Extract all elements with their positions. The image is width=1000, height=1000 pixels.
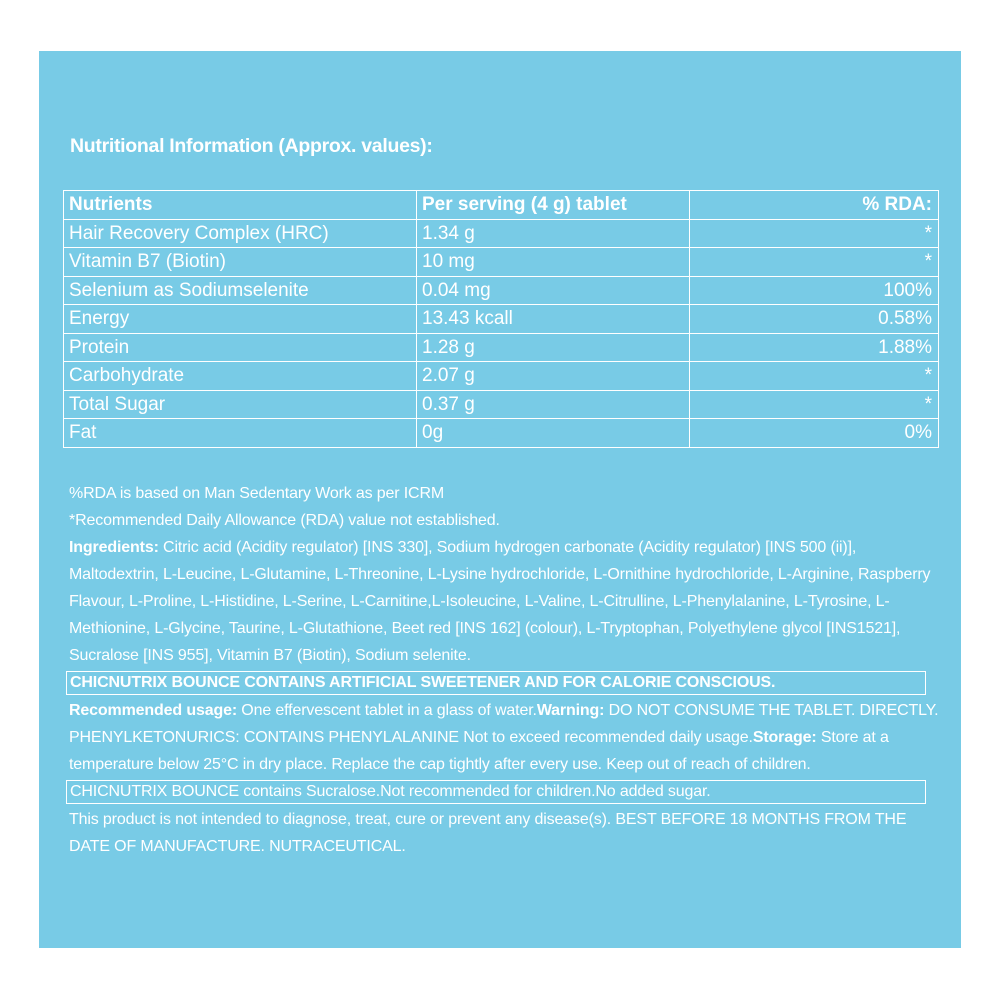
column-header-per-serving: Per serving (4 g) tablet [417,191,690,220]
nutrient-name-cell: Total Sugar [64,390,417,419]
rda-cell: 100% [690,276,939,305]
table-row [64,248,939,277]
nutrient-name-cell: Carbohydrate [64,362,417,391]
rda-cell: 0% [690,419,939,448]
nutrient-name-cell: Protein [64,333,417,362]
per-serving-cell: 0.04 mg [417,276,690,305]
ingredients-paragraph [69,534,941,669]
ingredients-label: Ingredients: [69,539,159,556]
label-notes [69,480,941,860]
per-serving-cell: 10 mg [417,248,690,277]
table-row [64,419,939,448]
table-row [64,333,939,362]
nutrition-table-body [64,219,939,447]
rda-cell: * [690,248,939,277]
rda-cell: * [690,390,939,419]
nutrient-name-cell: Vitamin B7 (Biotin) [64,248,417,277]
warning-label: Warning: [536,702,605,719]
nutrition-heading: Nutritional Information (Approx. values): [70,135,433,157]
storage-label: Storage: [752,729,817,746]
nutrient-name-cell: Hair Recovery Complex (HRC) [64,219,417,248]
usage-label: Recommended usage: [69,702,238,719]
table-row [64,305,939,334]
disclaimer-paragraph: This product is not intended to diagnose, treat, cure or prevent any disease(s). BEST BEFORE 18 MONTHS FROM THE DATE OF MANUFACTURE. NUTRACEUTICAL. [69,811,907,855]
sucralose-notice-box: CHICNUTRIX BOUNCE contains Sucralose.Not recommended for children.No added sugar. [66,780,926,804]
rda-cell: 0.58% [690,305,939,334]
rda-basis-note: %RDA is based on Man Sedentary Work as per ICRM [69,485,445,502]
storage-text: Store at a temperature below 25°C in dry place. Replace the cap tightly after every use. Keep out of reach of children. [69,729,889,773]
per-serving-cell: 13.43 kcall [417,305,690,334]
nutrient-name-cell: Energy [64,305,417,334]
per-serving-cell: 1.34 g [417,219,690,248]
rda-cell: * [690,362,939,391]
per-serving-cell: 0g [417,419,690,448]
warning-text: DO NOT CONSUME THE TABLET. DIRECTLY. PHENYLKETONURICS: CONTAINS PHENYLALANINE Not to exceed recommended daily usage. [69,702,939,746]
table-row [64,219,939,248]
column-header-nutrients: Nutrients [64,191,417,220]
table-header-row [64,191,939,220]
nutrient-name-cell: Fat [64,419,417,448]
usage-text: One effervescent tablet in a glass of water. [237,702,537,719]
ingredients-text: Citric acid (Acidity regulator) [INS 330], Sodium hydrogen carbonate (Acidity regulator) [INS 500 (ii)], Maltodextrin, L-Leucine, L-Glutamine, L-Threonine, L-Lysine hydrochloride, L-Ornithine hydrochloride, L-Arginine, Raspberry Flavour, L-Proline, L-Histidine, L-Serine, L-Carnitine,L-Isoleucine, L-Valine, L-Citrulline, L-Phenylalanine, L-Tyrosine, L-Methionine, L-Glycine, Taurine, L-Glutathione, Beet red [INS 162] (colour), L-Tryptophan, Polyethylene glycol [INS1521], Sucralose [INS 955], Vitamin B7 (Biotin), Sodium selenite. [69,539,931,664]
nutrient-name-cell: Selenium as Sodiumselenite [64,276,417,305]
usage-paragraph [69,697,941,778]
label-panel [39,51,961,948]
table-row [64,276,939,305]
sweetener-warning-box: CHICNUTRIX BOUNCE CONTAINS ARTIFICIAL SWEETENER AND FOR CALORIE CONSCIOUS. [66,671,926,695]
column-header-rda: % RDA: [690,191,939,220]
per-serving-cell: 0.37 g [417,390,690,419]
table-row [64,362,939,391]
rda-cell: 1.88% [690,333,939,362]
rda-footnote: *Recommended Daily Allowance (RDA) value not established. [69,512,500,529]
per-serving-cell: 2.07 g [417,362,690,391]
table-row [64,390,939,419]
per-serving-cell: 1.28 g [417,333,690,362]
rda-cell: * [690,219,939,248]
nutrition-table [63,190,939,448]
